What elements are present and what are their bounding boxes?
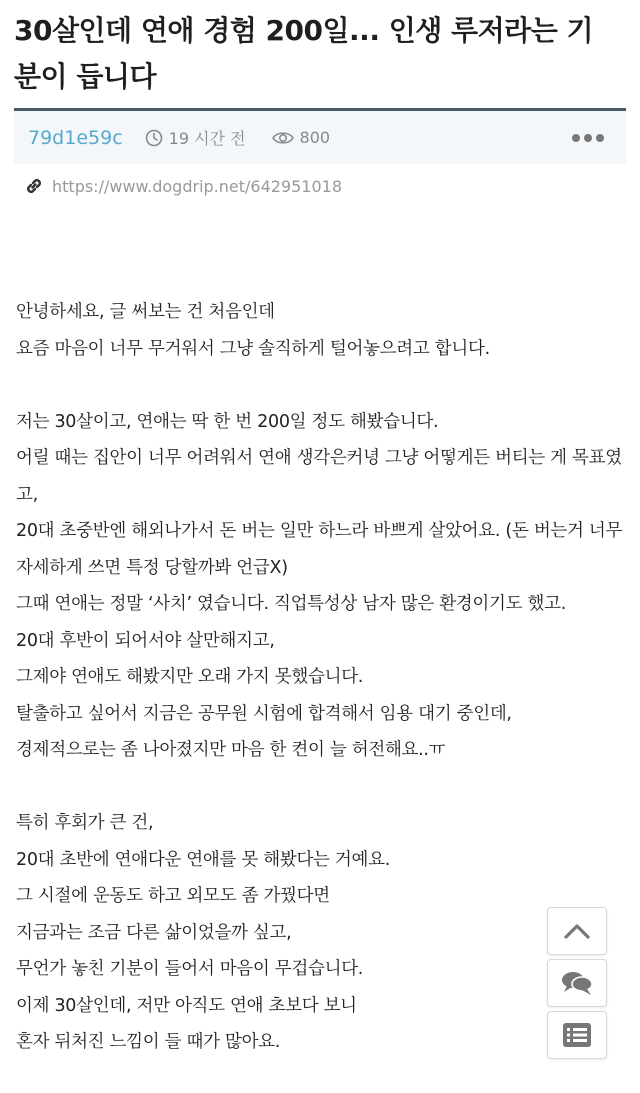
comments-button[interactable]: [547, 959, 607, 1007]
paragraph-gap: [16, 367, 626, 404]
body-paragraph: 그때 연애는 정말 ‘사치’ 였습니다. 직업특성상 남자 많은 환경이기도 했고.: [16, 594, 566, 614]
views-count: 800: [299, 128, 331, 147]
body-paragraph: 혼자 뒤처진 느낌이 들 때가 많아요.: [16, 1032, 281, 1052]
author-name[interactable]: 79d1e59c: [28, 126, 123, 149]
dot: [584, 134, 592, 142]
url-text[interactable]: https://www.dogdrip.net/642951018: [52, 176, 343, 196]
eye-icon: [272, 130, 294, 146]
post-time: [145, 126, 246, 149]
body-paragraph: 이제 30살인데, 저만 아직도 연애 초보다 보니: [16, 995, 357, 1016]
chevron-up-icon: [563, 922, 591, 940]
post-url[interactable]: [24, 176, 342, 196]
body-paragraph: 특히 후회가 큰 건,: [16, 813, 154, 833]
body-paragraph: 지금과는 조금 다른 삶이었을까 싶고,: [16, 922, 292, 943]
body-paragraph: 20대 후반이 되어서야 살만해지고,: [16, 630, 275, 651]
post-views: [272, 128, 331, 147]
body-paragraph: 그제야 연애도 해봤지만 오래 가지 못했습니다.: [16, 667, 364, 687]
post-body: [16, 294, 626, 1061]
time-text: 19 시간 전: [168, 129, 246, 148]
post-title: 30살인데 연애 경험 200일... 인생 루저라는 기분이 듭니다: [14, 14, 594, 93]
link-icon: [24, 176, 44, 196]
clock-icon: [145, 129, 163, 147]
comment-icon: [560, 969, 594, 997]
body-paragraph: 탈출하고 싶어서 지금은 공무원 시험에 합격해서 임용 대기 중인데,: [16, 703, 512, 724]
body-paragraph: 경제적으로는 좀 나아졌지만 마음 한 켠이 늘 허전해요..ㅠ: [16, 740, 446, 760]
body-paragraph: 20대 초반에 연애다운 연애를 못 해봤다는 거예요.: [16, 849, 391, 870]
body-paragraph: 저는 30살이고, 연애는 딱 한 번 200일 정도 해봤습니다.: [16, 411, 439, 432]
post-meta-bar: [14, 108, 626, 164]
list-button[interactable]: [547, 1011, 607, 1059]
body-paragraph: 20대 초중반엔 해외나가서 돈 버는 일만 하느라 바쁘게 살았어요. (돈 버는거 너무 자세하게 쓰면 특정 당할까봐 언급X): [16, 521, 623, 578]
scroll-top-button[interactable]: [547, 907, 607, 955]
dot: [572, 134, 580, 142]
body-paragraph: 그 시절에 운동도 하고 외모도 좀 가꿨다면: [16, 886, 330, 906]
more-dots-icon[interactable]: [572, 134, 604, 142]
body-paragraph: 무언가 놓친 기분이 들어서 마음이 무겁습니다.: [16, 959, 364, 979]
list-icon: [562, 1022, 592, 1048]
dot: [596, 134, 604, 142]
body-paragraph: 요즘 마음이 너무 무거워서 그냥 솔직하게 털어놓으려고 합니다.: [16, 338, 490, 359]
body-paragraph: 안녕하세요, 글 써보는 건 처음인데: [16, 302, 275, 322]
body-paragraph: 어릴 때는 집안이 너무 어려워서 연애 생각은커녕 그냥 어떻게든 버티는 게 목표였고,: [16, 448, 622, 505]
paragraph-gap: [16, 769, 626, 806]
